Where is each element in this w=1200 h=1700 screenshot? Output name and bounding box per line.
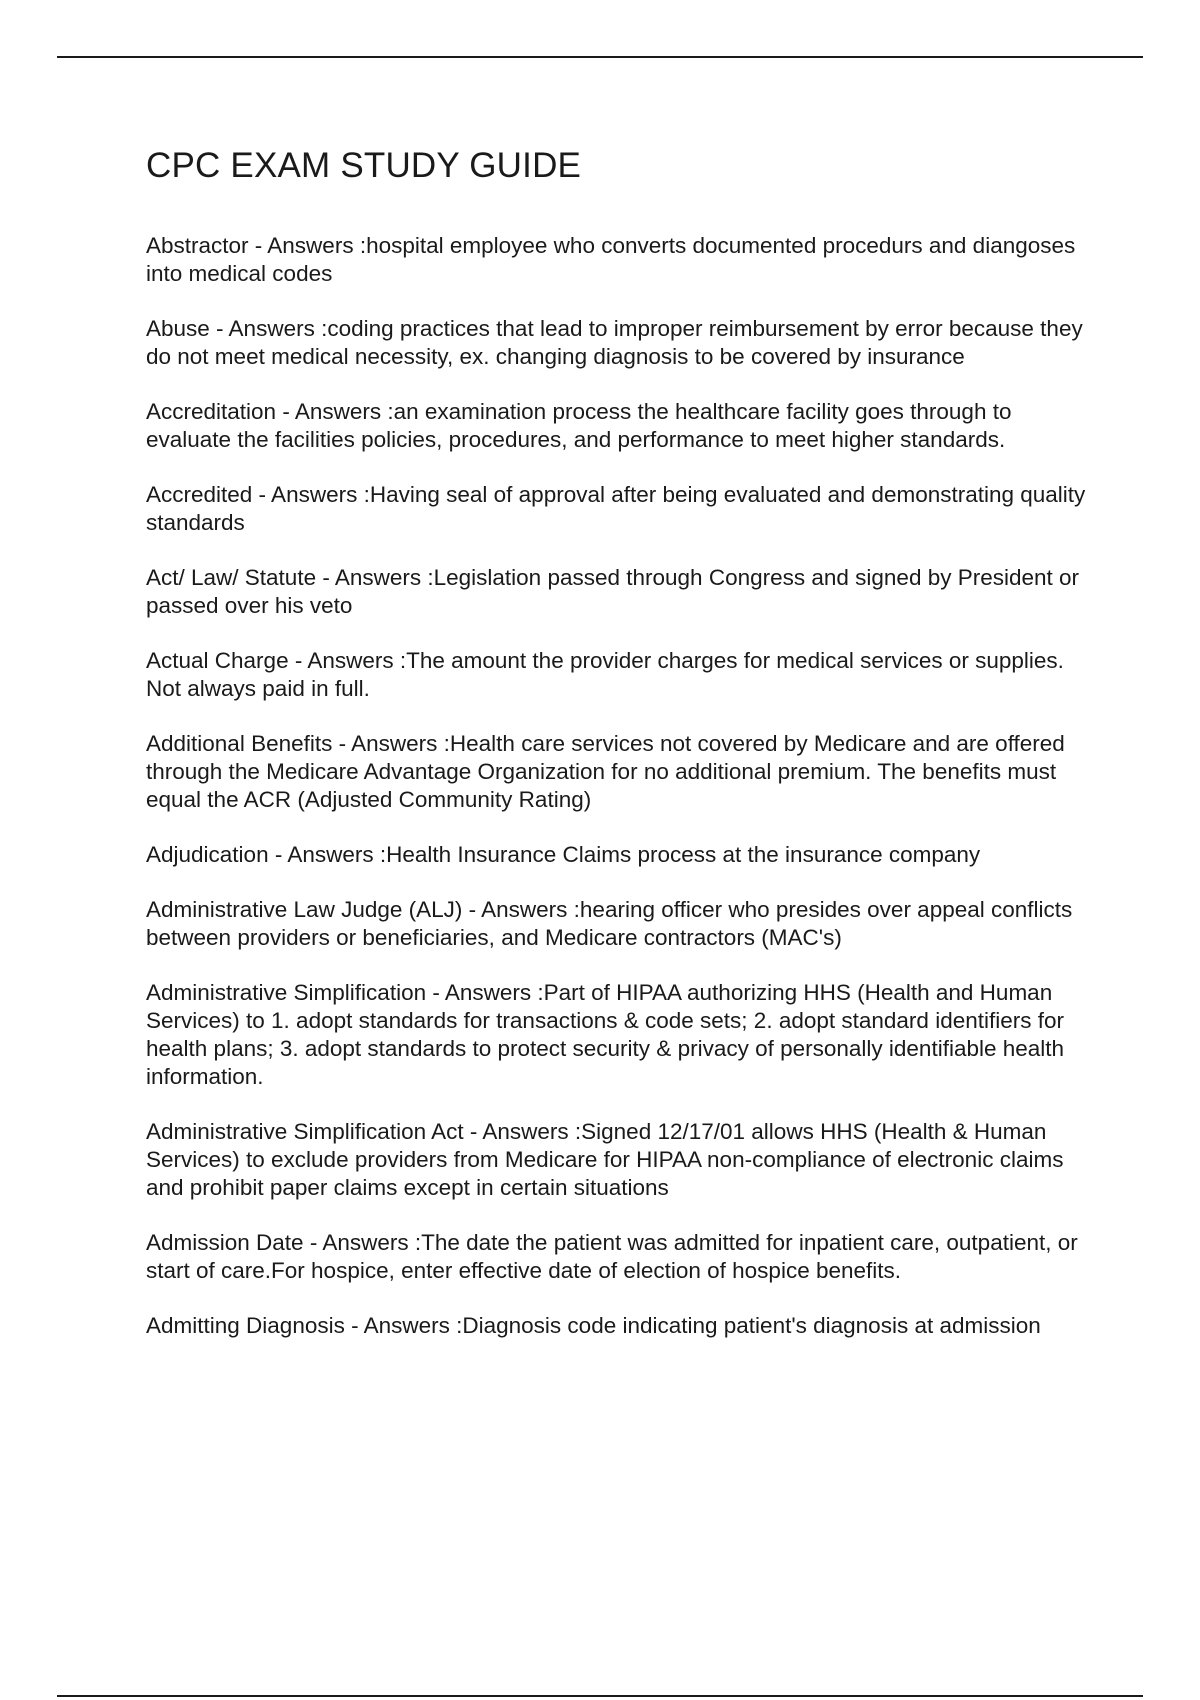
glossary-entries <box>146 232 1091 1340</box>
glossary-entry-additional-benefits: Additional Benefits - Answers :Health care services not covered by Medicare and are offered through the Medicare Advantage Organization for no additional premium. The benefits must equal the ACR (Adjusted Community Rating) <box>146 731 1065 812</box>
glossary-entry-adjudication: Adjudication - Answers :Health Insurance Claims process at the insurance company <box>146 842 981 867</box>
top-rule <box>57 56 1143 58</box>
glossary-entry-admitting-diagnosis: Admitting Diagnosis - Answers :Diagnosis code indicating patient's diagnosis at admission <box>146 1313 1041 1338</box>
glossary-entry-administrative-law-judge: Administrative Law Judge (ALJ) - Answers :hearing officer who presides over appeal conflicts between providers or beneficiaries, and Medicare contractors (MAC's) <box>146 897 1073 950</box>
glossary-entry-admission-date: Admission Date - Answers :The date the patient was admitted for inpatient care, outpatient, or start of care.For hospice, enter effective date of election of hospice benefits. <box>146 1230 1078 1283</box>
glossary-entry-administrative-simplification: Administrative Simplification - Answers :Part of HIPAA authorizing HHS (Health and Human Services) to 1. adopt standards for transactions & code sets; 2. adopt standard identifiers for health plans; 3. adopt standards to protect security & privacy of personally identifiable health information. <box>146 980 1065 1089</box>
glossary-entry-accredited: Accredited - Answers :Having seal of approval after being evaluated and demonstrating quality standards <box>146 482 1086 535</box>
document-page <box>146 142 1091 1367</box>
glossary-entry-abstractor: Abstractor - Answers :hospital employee who converts documented procedurs and diangoses into medical codes <box>146 233 1076 286</box>
glossary-entry-accreditation: Accreditation - Answers :an examination process the healthcare facility goes through to evaluate the facilities policies, procedures, and performance to meet higher standards. <box>146 399 1012 452</box>
glossary-entry-administrative-simplification-act: Administrative Simplification Act - Answers :Signed 12/17/01 allows HHS (Health & Human Services) to exclude providers from Medicare for HIPAA non-compliance of electronic claims and prohibit paper claims except in certain situations <box>146 1119 1064 1200</box>
glossary-entry-abuse: Abuse - Answers :coding practices that lead to improper reimbursement by error because they do not meet medical necessity, ex. changing diagnosis to be covered by insurance <box>146 316 1083 369</box>
document-title: CPC EXAM STUDY GUIDE <box>146 146 582 185</box>
glossary-entry-actual-charge: Actual Charge - Answers :The amount the provider charges for medical services or supplies. Not always paid in full. <box>146 648 1064 701</box>
bottom-rule <box>57 1695 1143 1697</box>
glossary-entry-act-law-statute: Act/ Law/ Statute - Answers :Legislation passed through Congress and signed by President or passed over his veto <box>146 565 1080 618</box>
